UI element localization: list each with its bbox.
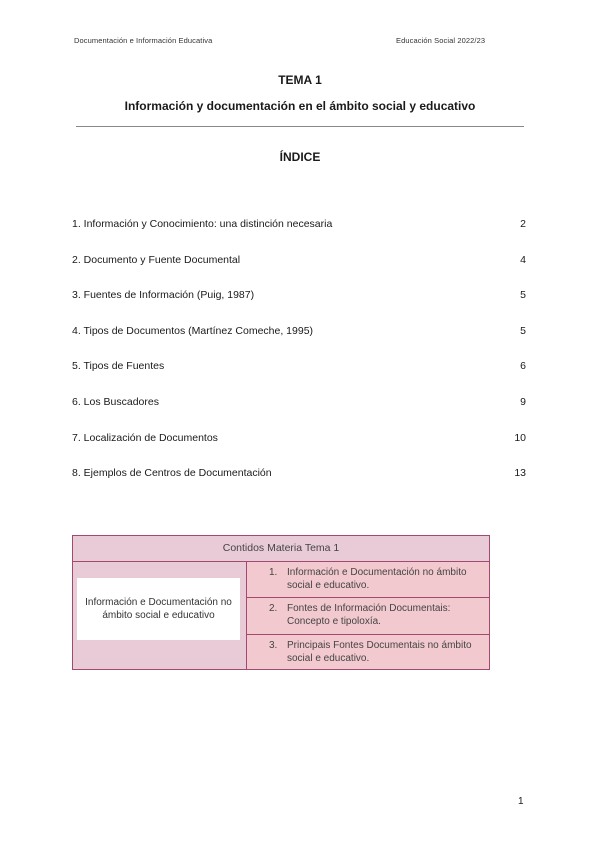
page-subtitle: Información y documentación en el ámbito social y educativo — [124, 99, 476, 113]
toc-entry[interactable] — [72, 428, 528, 464]
item-number: 3. — [269, 640, 278, 651]
toc-entry-page: 6 — [520, 360, 526, 373]
toc-entry-page: 5 — [520, 289, 526, 302]
toc-entry-page: 5 — [520, 324, 526, 337]
page-title: TEMA 1 — [278, 73, 322, 87]
toc-entry-title: 6. Los Buscadores — [72, 395, 159, 408]
contents-table-item — [247, 598, 489, 635]
contents-table-item — [247, 562, 489, 598]
toc-entry[interactable] — [72, 392, 528, 428]
toc-entry[interactable] — [72, 214, 528, 250]
toc-entry-page: 13 — [514, 467, 526, 480]
item-text: Información e Documentación no ámbito social e educativo. — [287, 567, 467, 591]
toc-entry-page: 10 — [514, 431, 526, 444]
toc-entry-page: 2 — [520, 218, 526, 230]
toc-entry-page: 9 — [520, 395, 526, 408]
toc-entry[interactable] — [72, 250, 528, 286]
toc-entry-title: 4. Tipos de Documentos (Martínez Comeche, 1995) — [72, 324, 314, 337]
item-number: 2. — [269, 603, 278, 614]
running-header-right: Educación Social 2022/23 — [396, 36, 486, 45]
contents-table — [72, 535, 490, 670]
contents-table-header: Contidos Materia Tema 1 — [73, 536, 489, 562]
toc-entry[interactable] — [72, 463, 528, 499]
toc-entry-title: 8. Ejemplos de Centros de Documentación — [72, 467, 272, 480]
toc-entry[interactable] — [72, 356, 528, 392]
item-text: Fontes de Información Documentais: Concepto e tipoloxía. — [287, 603, 451, 627]
toc-entry-title: 7. Localización de Documentos — [72, 431, 218, 444]
toc-entry-title: 2. Documento y Fuente Documental — [72, 253, 241, 266]
toc-entry[interactable] — [72, 285, 528, 321]
toc-entry-title: 3. Fuentes de Información (Puig, 1987) — [72, 289, 255, 302]
index-heading: ÍNDICE — [279, 150, 321, 164]
toc-entry[interactable] — [72, 321, 528, 357]
toc-entry-page: 4 — [520, 253, 526, 266]
toc-entry-title: 5. Tipos de Fuentes — [72, 360, 165, 373]
contents-table-topic: Información e Documentación no ámbito social e educativo — [77, 578, 240, 640]
item-text: Principais Fontes Documentais no ámbito social e educativo. — [287, 640, 472, 664]
item-number: 1. — [269, 567, 278, 578]
contents-table-item — [247, 635, 489, 669]
running-header-left: Documentación e Información Educativa — [74, 36, 213, 45]
toc-entry-title: 1. Información y Conocimiento: una distinción necesaria — [72, 218, 333, 230]
table-of-contents — [72, 214, 528, 499]
divider — [76, 126, 524, 127]
contents-table-topic-cell — [73, 562, 247, 669]
page-number: 1 — [518, 796, 524, 807]
